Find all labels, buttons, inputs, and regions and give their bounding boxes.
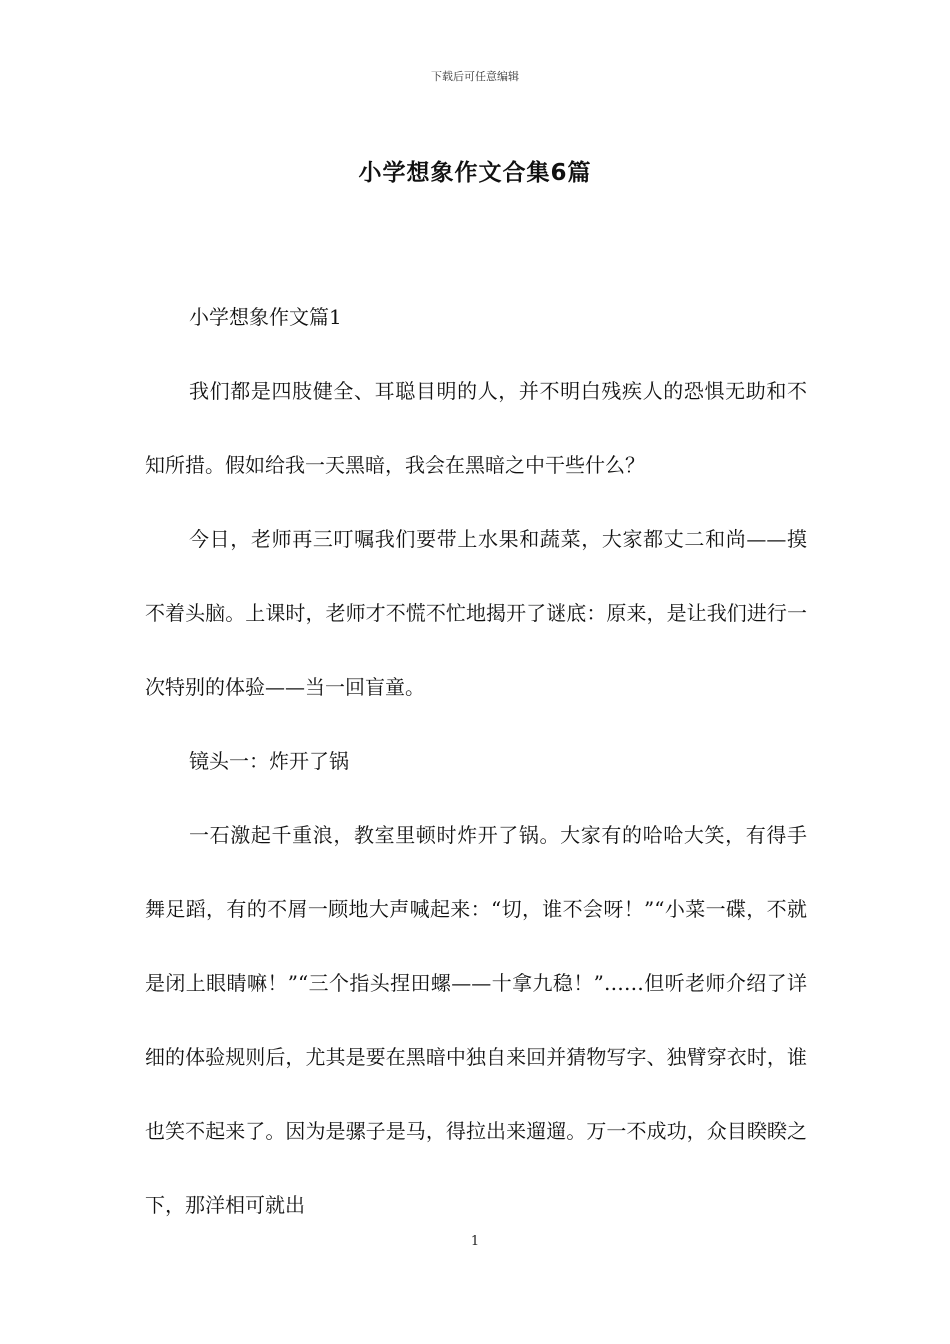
paragraph: 我们都是四肢健全、耳聪目明的人，并不明白残疾人的恐惧无助和不知所措。假如给我一天黑暗，我会在黑暗之中干些什么？	[145, 379, 807, 477]
document-title: 小学想象作文合集6篇	[358, 160, 592, 186]
header-note: 下载后可任意编辑	[431, 70, 519, 83]
paragraph: 今日，老师再三叮嘱我们要带上水果和蔬菜，大家都丈二和尚——摸不着头脑。上课时，老师才不慌不忙地揭开了谜底：原来，是让我们进行一次特别的体验——当一回盲童。	[145, 527, 807, 699]
page-number: 1	[470, 1234, 480, 1249]
document-body	[145, 280, 807, 1242]
subsection-heading: 镜头一：炸开了锅	[189, 749, 349, 773]
paragraph: 一石激起千重浪，教室里顿时炸开了锅。大家有的哈哈大笑，有得手舞足蹈，有的不屑一顾地大声喊起来：“切，谁不会呀！”“小菜一碟，不就是闭上眼睛嘛！”“三个指头捏田螺——十拿九稳！”……但听老师介绍了详细的体验规则后，尤其是要在黑暗中独自来回并猜物写字、独臂穿衣时，谁也笑不起来了。因为是骡子是马，得拉出来遛遛。万一不成功，众目睽睽之下，那洋相可就出	[145, 823, 807, 1217]
section-heading: 小学想象作文篇1	[189, 305, 342, 329]
